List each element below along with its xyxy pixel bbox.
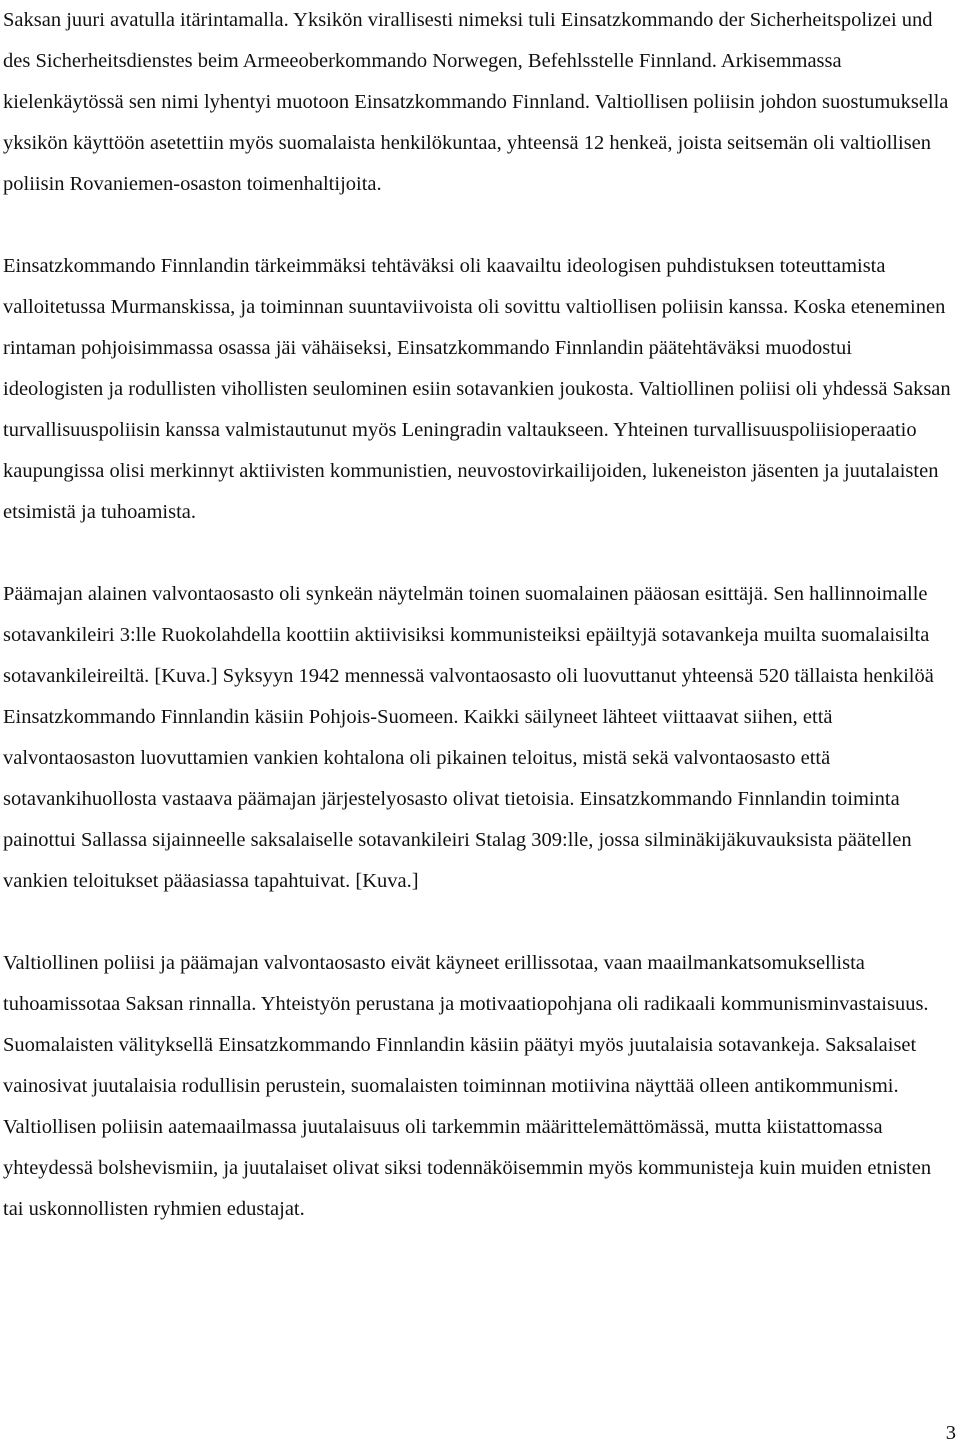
paragraph-1: Saksan juuri avatulla itärintamalla. Yksikön virallisesti nimeksi tuli Einsatzkommando der Sicherheitspolizei und des Sicherheitsdienstes beim Armeeoberkommando Norwegen, Befehlsstelle Finnland. Arkisemmassa kielenkäytössä sen nimi lyhentyi muotoon Einsatzkommando Finnland. Valtiollisen poliisin johdon suostumuksella yksikön käyttöön asetettiin myös suomalaista henkilökuntaa, yhteensä 12 henkeä, joista seitsemän oli valtiollisen poliisin Rovaniemen-osaston toimenhaltijoita. <box>3 9 949 195</box>
paragraph-3: Päämajan alainen valvontaosasto oli synkeän näytelmän toinen suomalainen pääosan esittäjä. Sen hallinnoimalle sotavankileiri 3:lle Ruokolahdella koottiin aktiivisiksi kommunisteiksi epäiltyjä sotavankeja muilta suomalaisilta sotavankileireiltä. [Kuva.] Syksyyn 1942 mennessä valvontaosasto oli luovuttanut yhteensä 520 tällaista henkilöä Einsatzkommando Finnlandin käsiin Pohjois-Suomeen. Kaikki säilyneet lähteet viittaavat siihen, että valvontaosaston luovuttamien vankien kohtalona oli pikainen teloitus, mistä sekä valvontaosasto että sotavankihuollosta vastaava päämajan järjestelyosasto olivat tietoisia. Einsatzkommando Finnlandin toiminta painottui Sallassa sijainneelle saksalaiselle sotavankileiri Stalag 309:lle, jossa silminäkijäkuvauksista päätellen vankien teloitukset pääasiassa tapahtuivat. [Kuva.] <box>3 583 934 892</box>
document-page <box>3 0 955 1230</box>
page-number: 3 <box>945 1422 956 1444</box>
paragraph-2: Einsatzkommando Finnlandin tärkeimmäksi tehtäväksi oli kaavailtu ideologisen puhdistuksen toteuttamista valloitetussa Murmanskissa, ja toiminnan suuntaviivoista oli sovittu valtiollisen poliisin kanssa. Koska eteneminen rintaman pohjoisimmassa osassa jäi vähäiseksi, Einsatzkommando Finnlandin päätehtäväksi muodostui ideologisten ja rodullisten vihollisten seulominen esiin sotavankien joukosta. Valtiollinen poliisi oli yhdessä Saksan turvallisuuspoliisin kanssa valmistautunut myös Leningradin valtaukseen. Yhteinen turvallisuuspoliisioperaatio kaupungissa olisi merkinnyt aktiivisten kommunistien, neuvostovirkailijoiden, lukeneiston jäsenten ja juutalaisten etsimistä ja tuhoamista. <box>3 255 951 523</box>
paragraph-4: Valtiollinen poliisi ja päämajan valvontaosasto eivät käyneet erillissotaa, vaan maailmankatsomuksellista tuhoamissotaa Saksan rinnalla. Yhteistyön perustana ja motivaatiopohjana oli radikaali kommunisminvastaisuus. Suomalaisten välityksellä Einsatzkommando Finnlandin käsiin päätyi myös juutalaisia sotavankeja. Saksalaiset vainosivat juutalaisia rodullisin perustein, suomalaisten toiminnan motiivina näyttää olleen antikommunismi. Valtiollisen poliisin aatemaailmassa juutalaisuus oli tarkemmin määrittelemättömässä, mutta kiistattomassa yhteydessä bolshevismiin, ja juutalaiset olivat siksi todennäköisemmin myös kommunisteja kuin muiden etnisten tai uskonnollisten ryhmien edustajat. <box>3 952 932 1220</box>
